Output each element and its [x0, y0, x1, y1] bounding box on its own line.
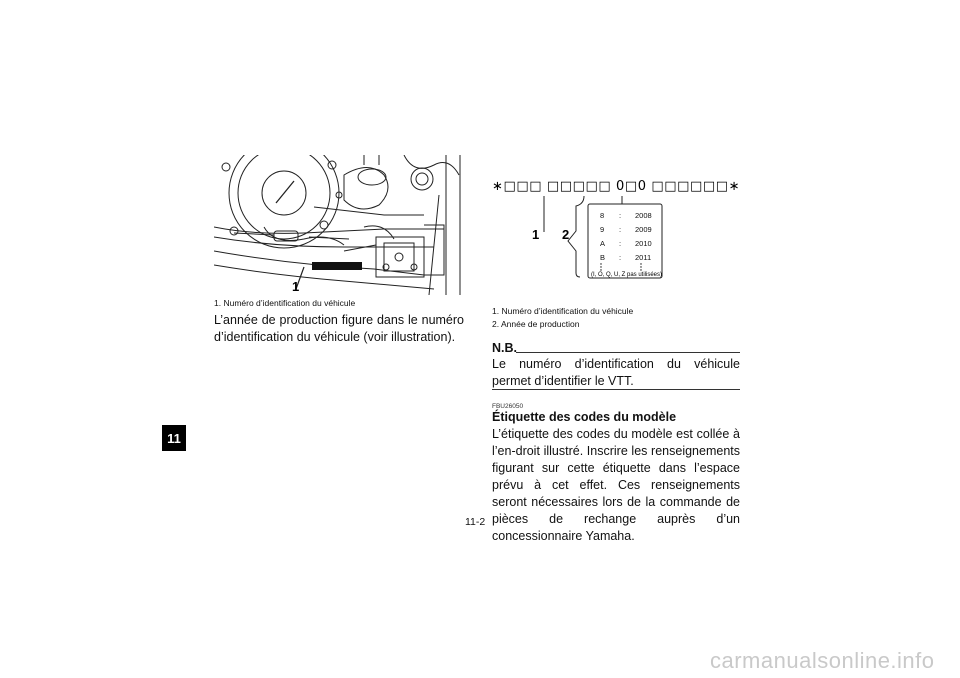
- vin-callout-1: 1: [532, 227, 540, 242]
- vin-callout-2: 2: [562, 227, 570, 242]
- engine-illustration: [214, 155, 464, 295]
- year-sep: :: [619, 239, 622, 248]
- page-number: 11-2: [465, 516, 486, 528]
- illustration-callout-1: 1: [292, 279, 300, 294]
- year-value: 2009: [635, 225, 652, 234]
- chapter-tab: [162, 425, 186, 451]
- nb-title: N.B.: [492, 341, 517, 355]
- year-code: 9: [600, 225, 605, 234]
- year-value: 2008: [635, 211, 652, 220]
- year-table-note: (I, O, Q, U, Z pas utilisées): [591, 272, 663, 278]
- chapter-number: 11: [167, 430, 181, 446]
- year-code: A: [600, 239, 606, 248]
- right-figure-caption-1: 1. Numéro d’identification du véhicule: [492, 306, 634, 316]
- nb-bottom-rule: [492, 389, 740, 390]
- vin-display: ∗□□□ □□□□□ 0□0 □□□□□□∗: [492, 179, 741, 194]
- year-sep: :: [619, 211, 622, 220]
- year-value: 2011: [635, 253, 652, 262]
- section-code: FBU26050: [492, 403, 524, 410]
- watermark: carmanualsonline.info: [710, 648, 935, 673]
- year-sep: :: [619, 253, 622, 262]
- year-code: B: [600, 253, 606, 262]
- right-figure-caption-2: 2. Année de production: [492, 319, 580, 329]
- nb-text: Le numéro d’identification du véhicule permet d’identifier le VTT.: [492, 357, 740, 388]
- vin-diagram: [492, 172, 742, 282]
- year-value: 2010: [635, 239, 652, 248]
- left-figure-caption: 1. Numéro d’identification du véhicule: [214, 298, 356, 308]
- left-paragraph: L’année de production figure dans le numéro d’identification du véhicule (voir illustration).: [214, 313, 464, 344]
- section-title: Étiquette des codes du modèle: [492, 410, 677, 424]
- year-sep: :: [619, 225, 622, 234]
- section-paragraph: L’étiquette des codes du modèle est collée à l’en-droit illustré. Inscrire les renseignements figurant sur cette étiquette dans l’espace prévu à cet effet. Ces renseignements seront nécessaires lors de la commande de pièces de rechange auprès d’un concessionnaire Yamaha.: [492, 427, 740, 543]
- nb-top-rule: [516, 352, 740, 353]
- year-code: 8: [600, 211, 605, 220]
